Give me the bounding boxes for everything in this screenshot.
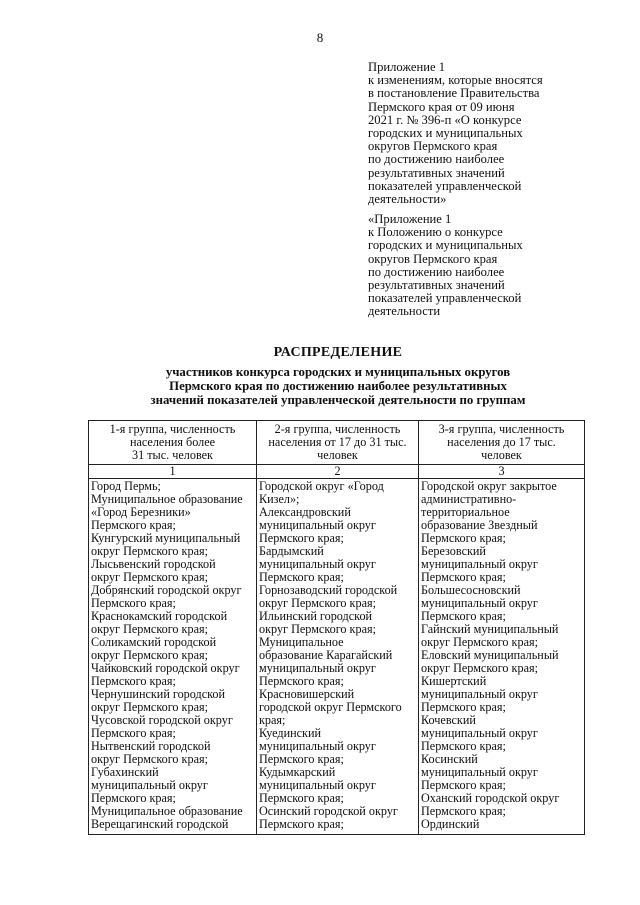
appendix-reference: «Приложение 1 к Положению о конкурсе городских и муниципальных округов Пермского края по достижению наиболее результативных значений показателей управленческой деятельности	[368, 212, 523, 319]
table-header-row	[89, 421, 585, 465]
column-header-group-3: 3-я группа, численность населения до 17 тыс. человек	[419, 421, 585, 465]
group-3-list: Городской округ закрытое административно- территориальное образование Звездный Пермского края; Березовский муниципальный округ Пермского края; Большесосновский муниципальный округ Пермского края; Гайнский муниципальный округ Пермского края; Еловский муниципальный округ Пермского края; Кишертский муниципальный округ Пермского края; Кочевский муниципальный округ Пермского края; Косинский муниципальный округ Пермского края; Оханский городской округ Пермского края; Ординский	[419, 479, 585, 835]
group-1-list: Город Пермь; Муниципальное образование «Город Березники» Пермского края; Кунгурский муниципальный округ Пермского края; Лысьвенский городской округ Пермского края; Добрянский городской округ Пермского края; Краснокамский городской округ Пермского края; Соликамский городской округ Пермского края; Чайковский городской округ Пермского края; Чернушинский городской округ Пермского края; Чусовской городской округ Пермского края; Нытвенский городской округ Пермского края; Губахинский муниципальный округ Пермского края; Муниципальное образование Верещагинский городской	[89, 479, 257, 835]
column-number-3: 3	[419, 465, 585, 479]
group-2-list: Городской округ «Город Кизел»; Александровский муниципальный округ Пермского края; Бардымский муниципальный округ Пермского края; Горнозаводский городской округ Пермского края; Ильинский городской округ Пермского края; Муниципальное образование Карагайский муниципальный округ Пермского края; Красновишерский городской округ Пермского края; Куединский муниципальный округ Пермского края; Кудымкарский муниципальный округ Пермского края; Осинский городской округ Пермского края;	[257, 479, 419, 835]
table-row	[89, 479, 585, 835]
table-number-row	[89, 465, 585, 479]
page-number: 8	[316, 30, 324, 45]
appendix-note: Приложение 1 к изменениям, которые вносятся в постановление Правительства Пермского края от 09 июня 2021 г. № 396-п «О конкурсе городских и муниципальных округов Пермского края по достижению наиболее результативных значений показателей управленческой деятельности»	[368, 60, 543, 207]
document-title: РАСПРЕДЕЛЕНИЕ	[273, 345, 403, 360]
column-number-1: 1	[89, 465, 257, 479]
column-number-2: 2	[257, 465, 419, 479]
column-header-group-2: 2-я группа, численность населения от 17 до 31 тыс. человек	[257, 421, 419, 465]
column-header-group-1: 1-я группа, численность населения более 31 тыс. человек	[89, 421, 257, 465]
document-subtitle: участников конкурса городских и муниципальных округов Пермского края по достижению наиболее результативных значений показателей управленческой деятельности по группам	[150, 365, 526, 407]
groups-table	[88, 420, 585, 835]
